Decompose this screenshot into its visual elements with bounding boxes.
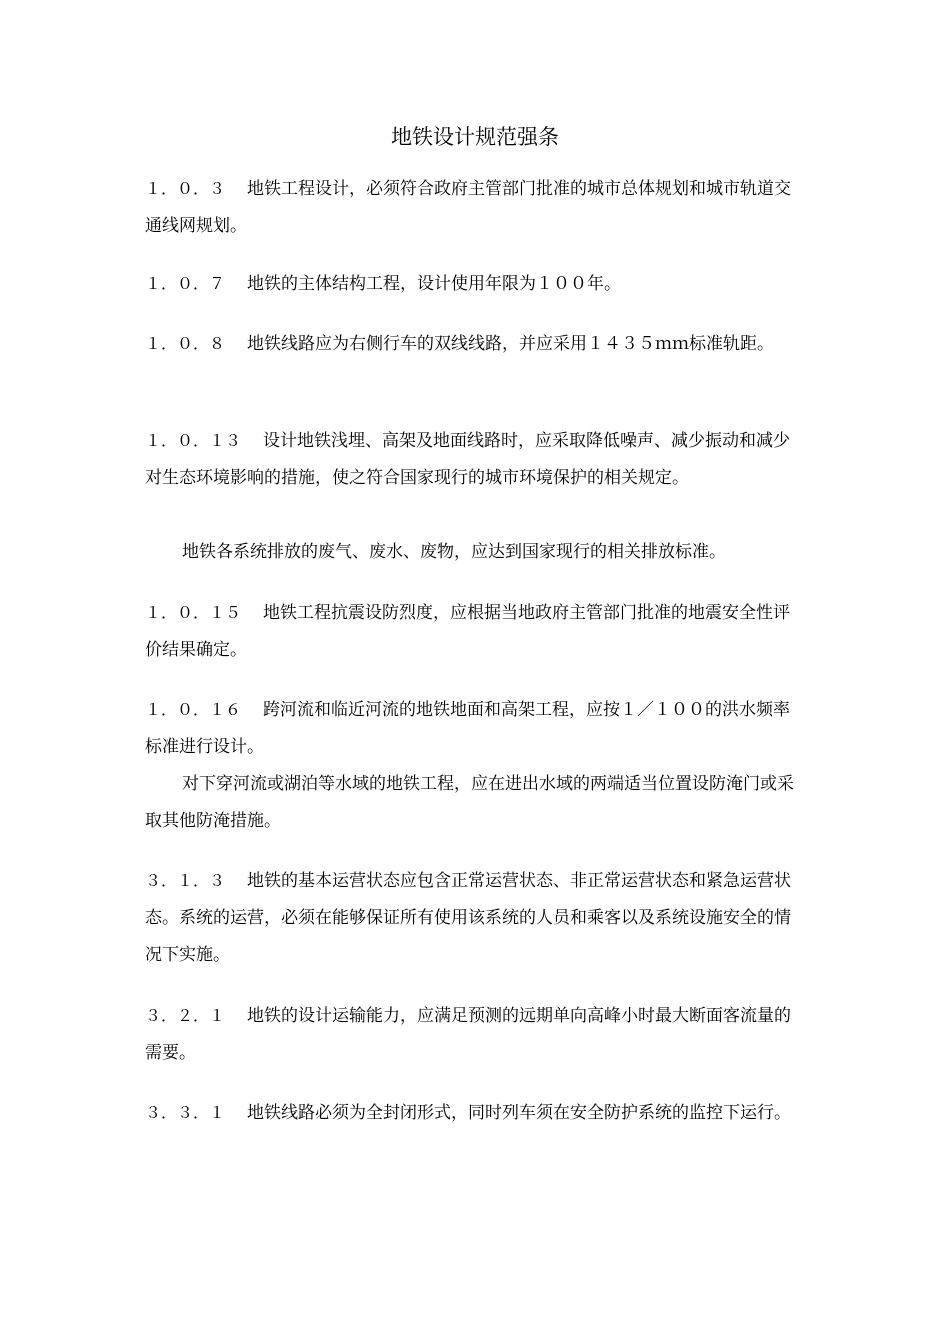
clause-number: ３．１．３ <box>145 871 226 890</box>
clause-number: １．０．１５ <box>145 603 242 622</box>
clause-1-0-13 <box>145 422 800 497</box>
clause-1-0-8 <box>145 325 800 363</box>
clause-1-0-7 <box>145 265 800 303</box>
clause-text: 地铁的基本运营状态应包含正常运营状态、非正常运营状态和紧急运营状态。系统的运营，必须在能够保证所有使用该系统的人员和乘客以及系统设施安全的情况下实施。 <box>145 871 792 965</box>
clause-3-3-1 <box>145 1094 800 1132</box>
clause-text: 地铁线路应为右侧行车的双线线路，并应采用１４３５ｍｍ标准轨距。 <box>247 334 775 354</box>
clause-text: 设计地铁浅埋、高架及地面线路时，应采取降低噪声、减少振动和减少对生态环境影响的措施，使之符合国家现行的城市环境保护的相关规定。 <box>145 431 791 488</box>
clause-text: 地铁的设计运输能力，应满足预测的远期单向高峰小时最大断面客流量的需要。 <box>145 1006 792 1063</box>
clause-number: １．０．１３ <box>145 431 242 450</box>
clause-3-1-3 <box>145 862 800 974</box>
clause-text: 跨河流和临近河流的地铁地面和高架工程，应按１／１００的洪水频率标准进行设计。 <box>145 700 791 757</box>
clause-1-0-16 <box>145 691 800 766</box>
clause-text: 地铁线路必须为全封闭形式，同时列车须在安全防护系统的监控下运行。 <box>247 1103 792 1123</box>
clause-number: ３．２．１ <box>145 1006 226 1025</box>
clause-text: 地铁工程设计，必须符合政府主管部门批准的城市总体规划和城市轨道交通线网规划。 <box>145 179 792 236</box>
clause-number: １．０．１６ <box>145 700 242 719</box>
clause-text: 地铁工程抗震设防烈度，应根据当地政府主管部门批准的地震安全性评价结果确定。 <box>145 603 791 660</box>
clause-3-2-1 <box>145 997 800 1072</box>
clause-1-0-15 <box>145 594 800 669</box>
clause-number: ３．３．１ <box>145 1103 226 1122</box>
clause-1-0-16-paragraph: 对下穿河流或湖泊等水域的地铁工程，应在进出水域的两端适当位置设防淹门或采取其他防淹措施。 <box>145 774 794 831</box>
clause-1-0-3 <box>145 170 800 245</box>
clause-number: １．０．８ <box>145 334 226 353</box>
clause-1-0-13-paragraph: 地铁各系统排放的废气、废水、废物，应达到国家现行的相关排放标准。 <box>182 542 726 562</box>
clause-number: １．０．７ <box>145 274 226 293</box>
clause-number: １．０．３ <box>145 179 226 198</box>
clause-text: 地铁的主体结构工程，设计使用年限为１００年。 <box>247 274 622 294</box>
document-title: 地铁设计规范强条 <box>391 125 559 149</box>
